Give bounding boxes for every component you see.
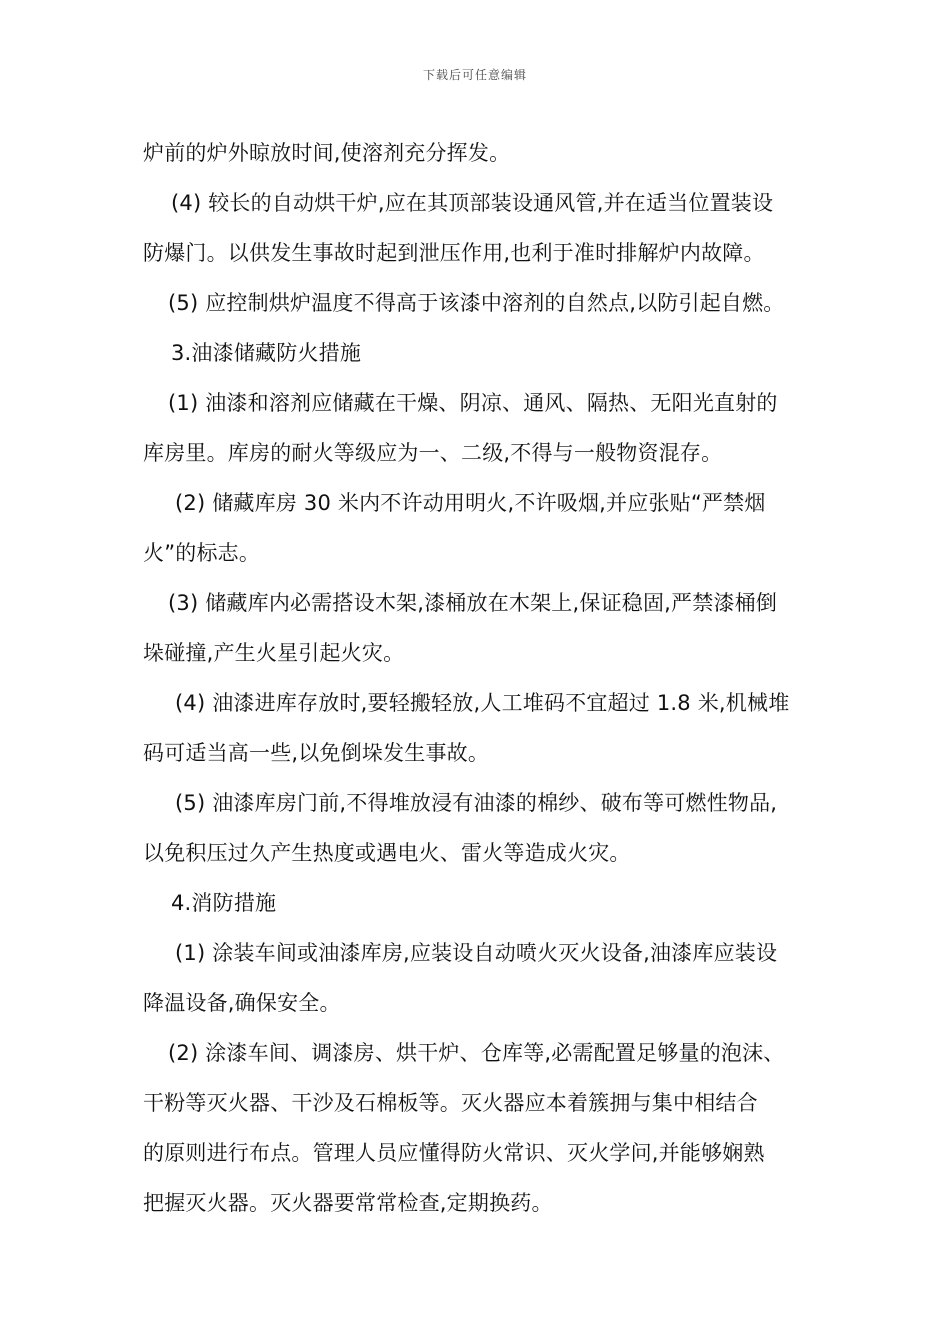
section-heading: 4.消防措施: [171, 891, 277, 915]
paragraph-line: 的原则进行布点。管理人员应懂得防火常识、灭火学问,并能够娴熟: [143, 1141, 765, 1165]
paragraph-line: 把握灭火器。灭火器要常常检查,定期换药。: [143, 1191, 553, 1215]
paragraph-line: (5) 应控制烘炉温度不得高于该漆中溶剂的自然点,以防引起自燃。: [168, 291, 785, 315]
paragraph-line: 降温设备,确保安全。: [143, 991, 341, 1015]
paragraph-line: (4) 较长的自动烘干炉,应在其顶部装设通风管,并在适当位置装设: [171, 191, 774, 215]
paragraph-line: (1) 涂装车间或油漆库房,应装设自动喷火灭火设备,油漆库应装设: [175, 941, 778, 965]
paragraph-line: 垛碰撞,产生火星引起火灾。: [143, 641, 405, 665]
document-body: [143, 128, 813, 1228]
paragraph-line: (3) 储藏库内必需搭设木架,漆桶放在木架上,保证稳固,严禁漆桶倒: [168, 591, 778, 615]
paragraph-line: 炉前的炉外晾放时间,使溶剂充分挥发。: [143, 141, 511, 165]
paragraph-line: 库房里。库房的耐火等级应为一、二级,不得与一般物资混存。: [143, 441, 723, 465]
page-header: 下载后可任意编辑: [422, 68, 527, 82]
paragraph-line: 以免积压过久产生热度或遇电火、雷火等造成火灾。: [143, 841, 631, 865]
paragraph-line: (2) 涂漆车间、调漆房、烘干炉、仓库等,必需配置足够量的泡沫、: [168, 1041, 785, 1065]
paragraph-line: (2) 储藏库房 30 米内不许动用明火,不许吸烟,并应张贴“严禁烟: [175, 491, 766, 515]
paragraph-line: 火”的标志。: [143, 541, 261, 565]
paragraph-line: 防爆门。以供发生事故时起到泄压作用,也利于准时排解炉内故障。: [143, 241, 765, 265]
paragraph-line: (4) 油漆进库存放时,要轻搬轻放,人工堆码不宜超过 1.8 米,机械堆: [175, 691, 790, 715]
paragraph-line: (1) 油漆和溶剂应储藏在干燥、阴凉、通风、隔热、无阳光直射的: [168, 391, 778, 415]
paragraph-line: 干粉等灭火器、干沙及石棉板等。灭火器应本着簇拥与集中相结合: [143, 1091, 758, 1115]
paragraph-line: (5) 油漆库房门前,不得堆放浸有油漆的棉纱、破布等可燃性物品,: [175, 791, 778, 815]
paragraph-line: 码可适当高一些,以免倒垛发生事故。: [143, 741, 490, 765]
section-heading: 3.油漆储藏防火措施: [171, 341, 362, 365]
